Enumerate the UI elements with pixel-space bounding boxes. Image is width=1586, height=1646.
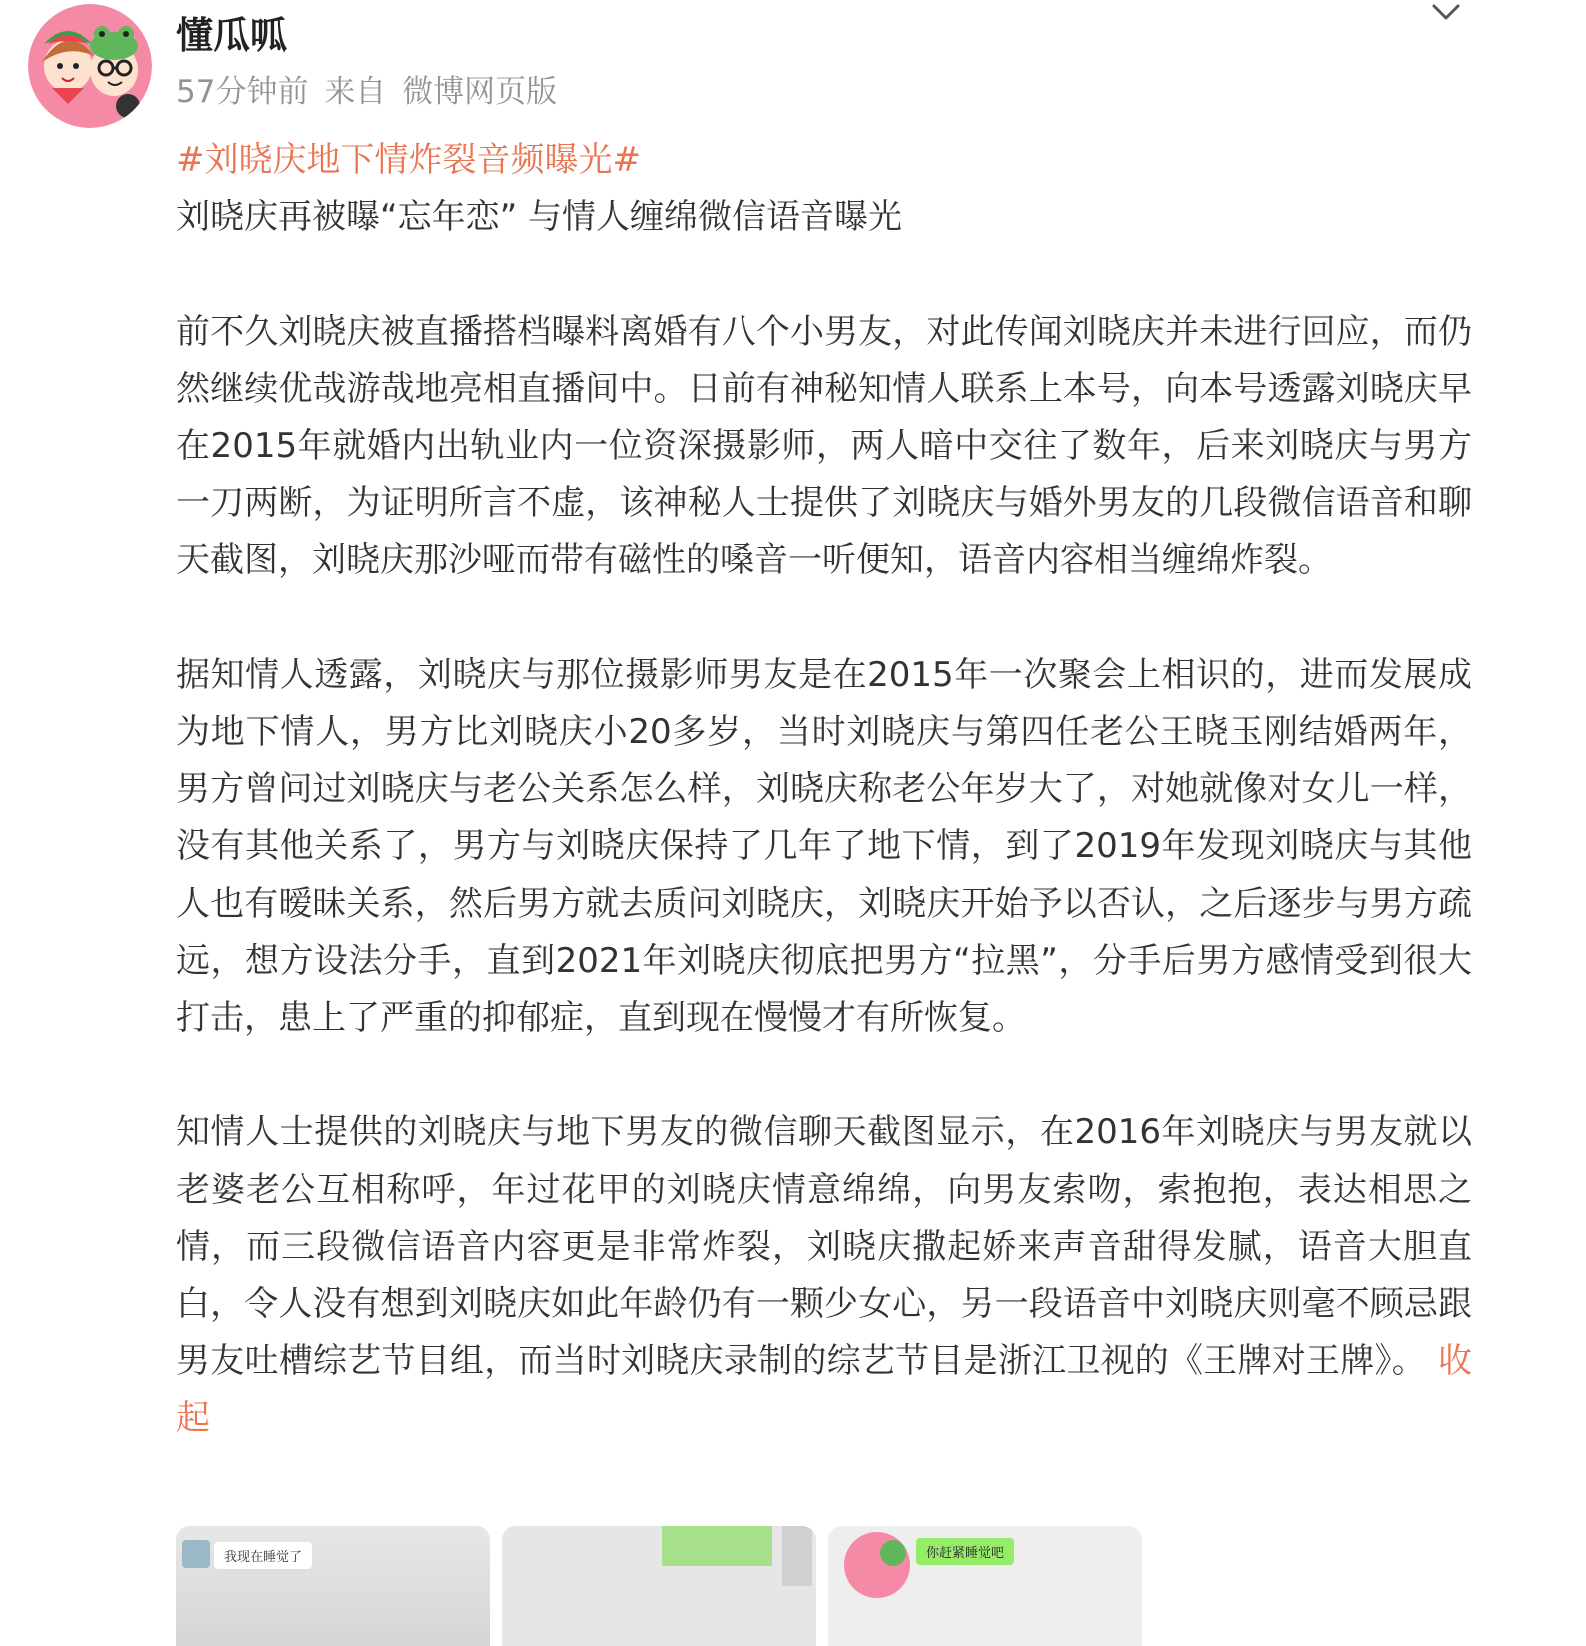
avatar[interactable]: [28, 4, 152, 128]
chevron-down-icon[interactable]: [1428, 0, 1464, 30]
hashtag-link[interactable]: #刘晓庆地下情炸裂音频曝光#: [176, 140, 641, 180]
post-time[interactable]: 57分钟前: [176, 74, 309, 110]
chat-bubble: 你赶紧睡觉吧: [916, 1538, 1014, 1565]
image-gallery: [176, 1526, 1146, 1646]
paragraph: [176, 1104, 1472, 1447]
image-thumbnail[interactable]: [502, 1526, 816, 1646]
image-thumbnail[interactable]: [828, 1526, 1142, 1646]
paragraph: [176, 304, 1472, 590]
from-label: 来自: [324, 74, 387, 110]
image-thumbnail[interactable]: [176, 1526, 490, 1646]
collapse-link[interactable]: 收起: [176, 1341, 1472, 1439]
user-name[interactable]: 懂瓜呱: [176, 14, 287, 57]
paragraph-body: 知情人士提供的刘晓庆与地下男友的微信聊天截图显示，在2016年刘晓庆与男友就以老婆老公互相称呼，年过花甲的刘晓庆情意绵绵，向男友索吻，索抱抱，表达相思之情，而三段微信语音内容更是非常炸裂，刘晓庆撒起娇来声音甜得发腻，语音大胆直白，令人没有想到刘晓庆如此年龄仍有一颗少女心，另一段语音中刘晓庆则毫不顾忌跟男友吐槽综艺节目组，而当时刘晓庆录制的综艺节目是浙江卫视的《王牌对王牌》。: [176, 1112, 1472, 1382]
post-headline: 刘晓庆再被曝“忘年恋” 与情人缠绵微信语音曝光: [176, 197, 903, 238]
post-meta: [176, 70, 563, 114]
paragraph: [176, 647, 1472, 1047]
paragraph-text: 据知情人透露，刘晓庆与那位摄影师男友是在2015年一次聚会上相识的，进而发展成为地下情人，男方比刘晓庆小20多岁，当时刘晓庆与第四任老公王晓玉刚结婚两年，男方曾问过刘晓庆与老公关系怎么样，刘晓庆称老公年岁大了，对她就像对女儿一样，没有其他关系了，男方与刘晓庆保持了几年了地下情，到了2019年发现刘晓庆与其他人也有暧昧关系，然后男方就去质问刘晓庆，刘晓庆开始予以否认，之后逐步与男方疏远，想方设法分手，直到2021年刘晓庆彻底把男方“拉黑”，分手后男方感情受到很大打击，患上了严重的抑郁症，直到现在慢慢才有所恢复。: [176, 654, 1472, 1039]
chat-bubble: 我现在睡觉了: [214, 1542, 312, 1569]
post-source[interactable]: 微博网页版: [402, 74, 558, 110]
post-content: [176, 132, 1472, 1448]
paragraph-text: [176, 1104, 1472, 1447]
paragraph-text: 前不久刘晓庆被直播搭档曝料离婚有八个小男友，对此传闻刘晓庆并未进行回应，而仍然继续优哉游哉地亮相直播间中。日前有神秘知情人联系上本号，向本号透露刘晓庆早在2015年就婚内出轨业内一位资深摄影师，两人暗中交往了数年，后来刘晓庆与男方一刀两断，为证明所言不虚，该神秘人士提供了刘晓庆与婚外男友的几段微信语音和聊天截图，刘晓庆那沙哑而带有磁性的嗓音一听便知，语音内容相当缠绵炸裂。: [176, 311, 1472, 581]
